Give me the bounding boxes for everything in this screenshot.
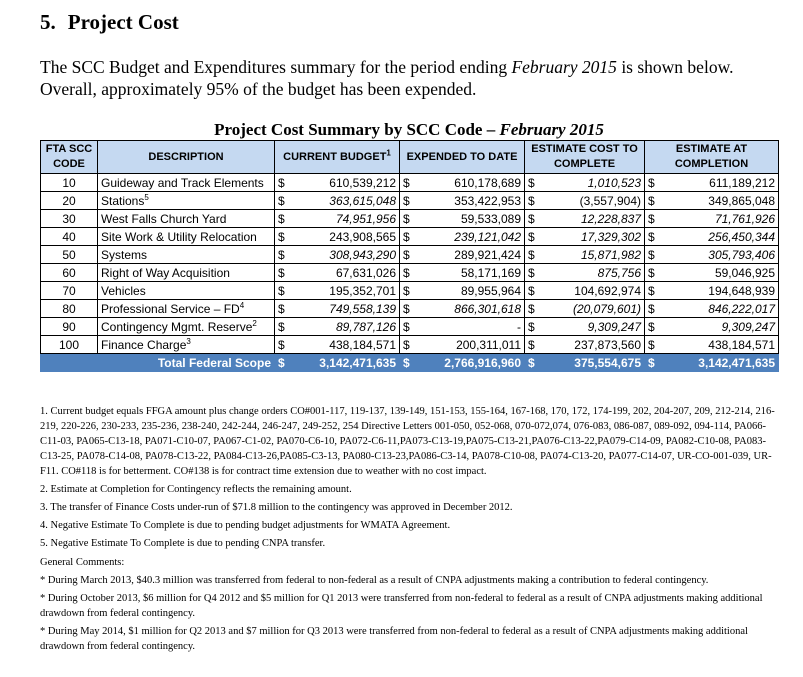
total-etc: 375,554,675 xyxy=(535,354,645,372)
currency-symbol: $ xyxy=(400,336,410,354)
cell-budget: 749,558,139 xyxy=(285,300,400,318)
cell-etc: (20,079,601) xyxy=(535,300,645,318)
currency-symbol: $ xyxy=(525,210,535,228)
row-code: 40 xyxy=(41,228,98,246)
table-title-main: Project Cost Summary by SCC Code – xyxy=(214,120,500,139)
table-title-period: February 2015 xyxy=(499,120,604,139)
cell-budget: 195,352,701 xyxy=(285,282,400,300)
comments-list xyxy=(40,573,780,654)
cell-eac: 256,450,344 xyxy=(655,228,779,246)
header-code: FTA SCC CODE xyxy=(41,141,98,174)
currency-symbol: $ xyxy=(275,336,285,354)
row-code: 100 xyxy=(41,336,98,354)
section-number: 5. xyxy=(40,10,56,34)
total-budget: 3,142,471,635 xyxy=(285,354,400,372)
table-row xyxy=(41,246,779,264)
currency-symbol: $ xyxy=(645,300,655,318)
footnote: 4. Negative Estimate To Complete is due to pending budget adjustments for WMATA Agreement. xyxy=(40,520,451,531)
general-comment: * During October 2013, $6 million for Q4 2012 and $5 million for Q1 2013 were transferred from non-federal to federal as a result of CNPA adjustments making additional drawdown from federal contingency. xyxy=(40,593,763,619)
cell-eac: 611,189,212 xyxy=(655,174,779,192)
currency-symbol: $ xyxy=(400,354,410,372)
currency-symbol: $ xyxy=(525,174,535,192)
intro-text-1: The SCC Budget and Expenditures summary for the period ending xyxy=(40,57,512,77)
total-expended: 2,766,916,960 xyxy=(410,354,525,372)
currency-symbol: $ xyxy=(525,228,535,246)
currency-symbol: $ xyxy=(400,174,410,192)
row-code: 70 xyxy=(41,282,98,300)
currency-symbol: $ xyxy=(275,174,285,192)
row-code: 20 xyxy=(41,192,98,210)
currency-symbol: $ xyxy=(400,264,410,282)
row-code: 60 xyxy=(41,264,98,282)
cell-eac: 438,184,571 xyxy=(655,336,779,354)
cell-eac: 349,865,048 xyxy=(655,192,779,210)
currency-symbol: $ xyxy=(400,210,410,228)
table-row xyxy=(41,192,779,210)
general-comment: * During May 2014, $1 million for Q2 2013 and $7 million for Q3 2013 were transferred from non-federal to federal as a result of CNPA adjustments making additional drawdown from federal contingency. xyxy=(40,626,748,652)
currency-symbol: $ xyxy=(645,336,655,354)
currency-symbol: $ xyxy=(525,300,535,318)
intro-period: February 2015 xyxy=(511,57,617,77)
currency-symbol: $ xyxy=(400,192,410,210)
currency-symbol: $ xyxy=(275,282,285,300)
footnote: 2. Estimate at Completion for Contingency reflects the remaining amount. xyxy=(40,484,352,495)
cell-budget: 363,615,048 xyxy=(285,192,400,210)
table-row xyxy=(41,174,779,192)
currency-symbol: $ xyxy=(525,354,535,372)
cell-eac: 59,046,925 xyxy=(655,264,779,282)
table-row xyxy=(41,300,779,318)
currency-symbol: $ xyxy=(400,228,410,246)
cell-budget: 308,943,290 xyxy=(285,246,400,264)
currency-symbol: $ xyxy=(275,354,285,372)
comments-title: General Comments: xyxy=(40,557,125,568)
cell-eac: 71,761,926 xyxy=(655,210,779,228)
currency-symbol: $ xyxy=(525,336,535,354)
cell-etc: 9,309,247 xyxy=(535,318,645,336)
currency-symbol: $ xyxy=(645,354,655,372)
header-etc: ESTIMATE COST TO COMPLETE xyxy=(525,141,645,174)
currency-symbol: $ xyxy=(275,210,285,228)
currency-symbol: $ xyxy=(400,246,410,264)
currency-symbol: $ xyxy=(645,210,655,228)
footnote: 1. Current budget equals FFGA amount plus change orders CO#001-117, 119-137, 139-149, 151-153, 155-164, 167-168, 170, 172, 174-199, 202, 204-207, 209, 212-214, 216-219, 220-226, 230-233, 235-236, 238-240, 242-244, 246-247, 249-252, 254 Directive Letters 001-050, 052-068, 070-072,074, 076-083, 086-087, 089-092, 094-114, PA066-C11-03, PA065-C13-18, PA071-C10-07, PA067-C1-02, PA070-C6-10, PA072-C6-11,PA073-C13-19,PA075-C13-21,PA076-C13-22,PA079-C14-09, PA082-C10-08, PA083-C13-25, PA078-C14-08, PA078-C13-22, PA084-C13-26,PA085-C3-13, PA080-C13-23,PA086-C3-14, PA078-C10-08, PA074-C13-20, PA077-C14-07, UR-CO-001-039, UR-F11. CO#118 is for betterment. CO#138 is for contract time extension due to weather with no cost impact. xyxy=(40,406,775,477)
footnotes-list xyxy=(40,404,780,551)
header-expended: EXPENDED TO DATE xyxy=(400,141,525,174)
currency-symbol: $ xyxy=(645,246,655,264)
header-row xyxy=(41,141,779,174)
cell-expended: 200,311,011 xyxy=(410,336,525,354)
intro-text-2: is shown below. Overall, approximately 95% of the budget has been expended. xyxy=(40,57,734,99)
table-row xyxy=(41,336,779,354)
intro-paragraph xyxy=(40,56,785,100)
currency-symbol: $ xyxy=(525,318,535,336)
currency-symbol: $ xyxy=(400,282,410,300)
row-code: 10 xyxy=(41,174,98,192)
total-row xyxy=(41,354,779,372)
currency-symbol: $ xyxy=(400,318,410,336)
cell-etc: 12,228,837 xyxy=(535,210,645,228)
row-description: Stations$^5$ xyxy=(98,192,275,210)
currency-symbol: $ xyxy=(525,192,535,210)
currency-symbol: $ xyxy=(645,264,655,282)
cell-etc: 15,871,982 xyxy=(535,246,645,264)
cell-budget: 243,908,565 xyxy=(285,228,400,246)
header-description: DESCRIPTION xyxy=(98,141,275,174)
row-description: Guideway and Track Elements xyxy=(98,174,275,192)
cell-expended: 59,533,089 xyxy=(410,210,525,228)
cell-expended: - xyxy=(410,318,525,336)
cell-budget: 67,631,026 xyxy=(285,264,400,282)
notes-section xyxy=(40,404,780,657)
cell-expended: 239,121,042 xyxy=(410,228,525,246)
footnote: 3. The transfer of Finance Costs under-run of $71.8 million to the contingency was approved in December 2012. xyxy=(40,502,513,513)
total-eac: 3,142,471,635 xyxy=(655,354,779,372)
cell-etc: 237,873,560 xyxy=(535,336,645,354)
cell-expended: 866,301,618 xyxy=(410,300,525,318)
cell-expended: 610,178,689 xyxy=(410,174,525,192)
currency-symbol: $ xyxy=(525,282,535,300)
cell-budget: 74,951,956 xyxy=(285,210,400,228)
table-title xyxy=(40,120,778,140)
cell-eac: 9,309,247 xyxy=(655,318,779,336)
currency-symbol: $ xyxy=(645,228,655,246)
currency-symbol: $ xyxy=(645,318,655,336)
cell-eac: 305,793,406 xyxy=(655,246,779,264)
cell-etc: 104,692,974 xyxy=(535,282,645,300)
cell-etc: 1,010,523 xyxy=(535,174,645,192)
currency-symbol: $ xyxy=(275,192,285,210)
table-row xyxy=(41,264,779,282)
currency-symbol: $ xyxy=(275,264,285,282)
currency-symbol: $ xyxy=(525,246,535,264)
cell-budget: 610,539,212 xyxy=(285,174,400,192)
currency-symbol: $ xyxy=(645,282,655,300)
cell-etc: 875,756 xyxy=(535,264,645,282)
row-code: 30 xyxy=(41,210,98,228)
table-row xyxy=(41,210,779,228)
table-row xyxy=(41,228,779,246)
table-row xyxy=(41,282,779,300)
currency-symbol: $ xyxy=(275,318,285,336)
row-description: Right of Way Acquisition xyxy=(98,264,275,282)
cell-eac: 846,222,017 xyxy=(655,300,779,318)
project-cost-table xyxy=(40,140,779,372)
cell-etc: 17,329,302 xyxy=(535,228,645,246)
currency-symbol: $ xyxy=(275,246,285,264)
cell-expended: 89,955,964 xyxy=(410,282,525,300)
row-description: West Falls Church Yard xyxy=(98,210,275,228)
cell-budget: 438,184,571 xyxy=(285,336,400,354)
total-label: Total Federal Scope xyxy=(41,354,275,372)
header-eac: ESTIMATE AT COMPLETION xyxy=(645,141,779,174)
currency-symbol: $ xyxy=(275,300,285,318)
section-title: Project Cost xyxy=(67,10,179,34)
cell-etc: (3,557,904) xyxy=(535,192,645,210)
currency-symbol: $ xyxy=(645,192,655,210)
currency-symbol: $ xyxy=(400,300,410,318)
row-code: 50 xyxy=(41,246,98,264)
section-heading xyxy=(40,10,179,35)
row-description: Finance Charge$^3$ xyxy=(98,336,275,354)
general-comment: * During March 2013, $40.3 million was transferred from federal to non-federal as a result of CNPA adjustments making a contribution to federal contingency. xyxy=(40,575,709,586)
row-code: 80 xyxy=(41,300,98,318)
header-budget: CURRENT BUDGET$^1$ xyxy=(275,141,400,174)
currency-symbol: $ xyxy=(275,228,285,246)
cell-eac: 194,648,939 xyxy=(655,282,779,300)
footnote: 5. Negative Estimate To Complete is due to pending CNPA transfer. xyxy=(40,538,326,549)
currency-symbol: $ xyxy=(645,174,655,192)
cell-expended: 58,171,169 xyxy=(410,264,525,282)
table-row xyxy=(41,318,779,336)
cell-expended: 353,422,953 xyxy=(410,192,525,210)
cell-expended: 289,921,424 xyxy=(410,246,525,264)
row-code: 90 xyxy=(41,318,98,336)
row-description: Systems xyxy=(98,246,275,264)
cell-budget: 89,787,126 xyxy=(285,318,400,336)
currency-symbol: $ xyxy=(525,264,535,282)
row-description: Site Work & Utility Relocation xyxy=(98,228,275,246)
row-description: Professional Service – $FD^4$ xyxy=(98,300,275,318)
row-description: Vehicles xyxy=(98,282,275,300)
row-description: Contingency Mgmt. Reserve$^2$ xyxy=(98,318,275,336)
